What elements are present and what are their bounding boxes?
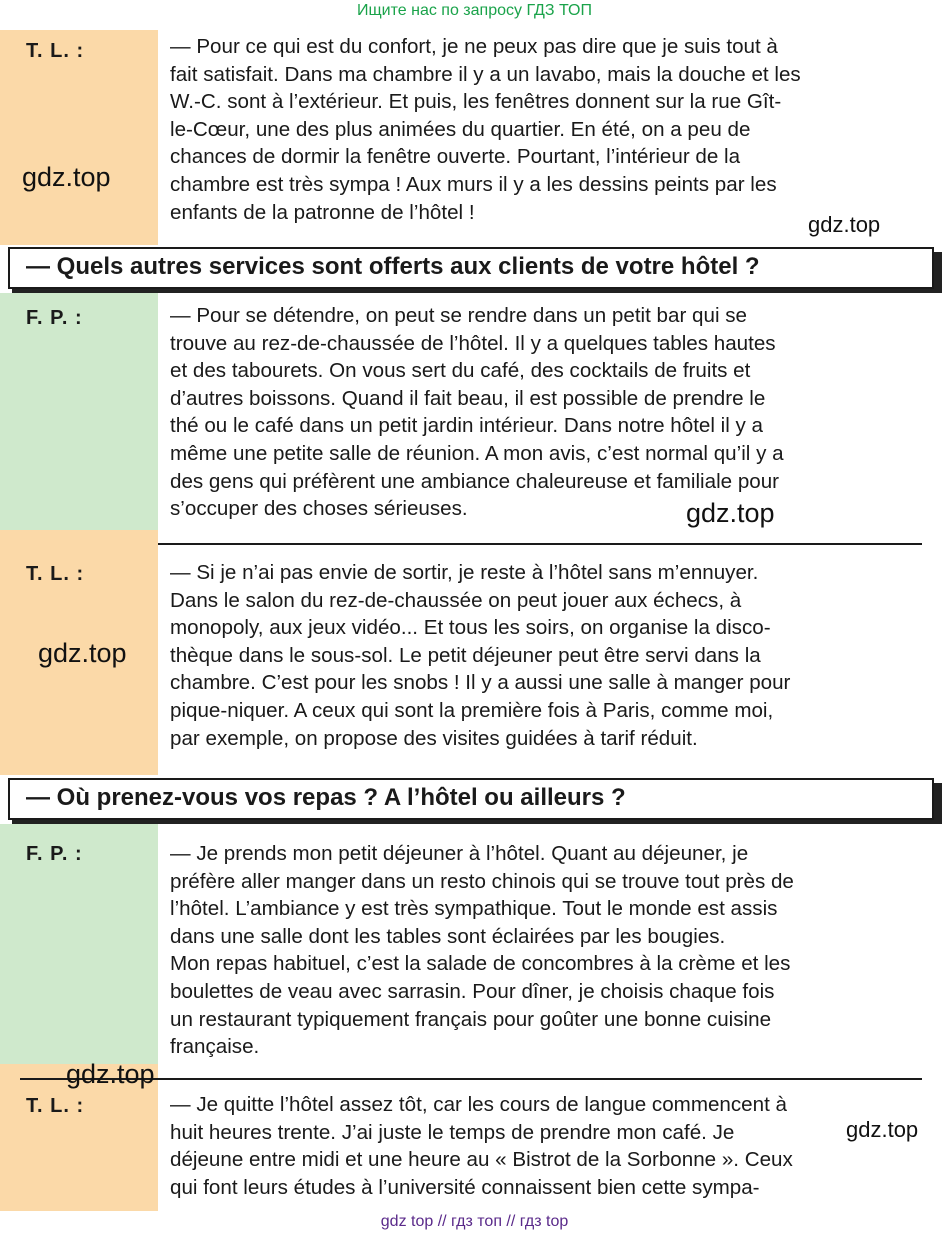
speaker-label: T. L. :	[26, 563, 85, 585]
divider-rule	[20, 1078, 922, 1080]
dialogue-text: — Pour ce qui est du confort, je ne peux pas dire que je suis tout à fait satisfait. Dans ma chambre il y a un lavabo, mais la douche et les W.-C. sont à l’extérieur. Et puis, les fenêtres donnent sur la rue Gît- le-Cœur, une des plus animées du quartier. En été, on a peu de chances de dormir la fenêtre ouverte. Pourtant, l’intérieur de la chambre est très sympa ! Aux murs il y a les dessins peints par les enfants de la patronne de l’hôtel !	[170, 35, 801, 224]
watermark: gdz.top	[846, 1117, 919, 1142]
dialogue-text: — Je quitte l’hôtel assez tôt, car les cours de langue commencent à huit heures trente. J’ai juste le temps de prendre mon café. Je déjeune entre midi et une heure au « Bistrot de la Sorbonne ». Ceux qui font leurs études à l’université connaissent bien cette sympa-	[170, 1093, 793, 1199]
divider-rule	[158, 543, 922, 545]
dialogue-text: — Je prends mon petit déjeuner à l’hôtel. Quant au déjeuner, je préfère aller manger dans un resto chinois qui se trouve tout près de l’hôtel. L’ambiance y est très sympathique. Tout le monde est assis dans une salle dont les tables sont éclairées par les bougies. Mon repas habituel, c’est la salade de concombres à la crème et les boulettes de veau avec sarrasin. Pour dîner, je choisis chaque fois un restaurant typiquement français pour goûter une bonne cuisine française.	[170, 842, 794, 1059]
footer-note: gdz top // гдз топ // гдз top	[380, 1213, 569, 1230]
watermark: gdz.top	[66, 1059, 155, 1089]
header-note: Ищите нас по запросу ГДЗ ТОП	[357, 2, 592, 19]
watermark: gdz.top	[686, 498, 775, 528]
watermark: gdz.top	[808, 212, 881, 237]
watermark: gdz.top	[22, 162, 111, 192]
speaker-label: F. P. :	[26, 307, 83, 329]
question-heading: — Quels autres services sont offerts aux clients de votre hôtel ?	[8, 247, 934, 289]
dialogue-text: — Pour se détendre, on peut se rendre dans un petit bar qui se trouve au rez-de-chaussée de l’hôtel. Il y a quelques tables hautes et des tabourets. On vous sert du café, des cocktails de fruits et d’autres boissons. Quand il fait beau, il est possible de prendre le thé ou le café dans un petit jardin intérieur. Dans notre hôtel il y a même une petite salle de réunion. A mon avis, c’est normal qu’il y a des gens qui préfèrent une ambiance chaleureuse et familiale pour s’occuper des choses sérieuses.	[170, 304, 784, 521]
speaker-label: F. P. :	[26, 843, 83, 865]
speaker-label: T. L. :	[26, 40, 85, 62]
speaker-label: T. L. :	[26, 1095, 85, 1117]
watermark: gdz.top	[38, 638, 127, 668]
question-heading: — Où prenez-vous vos repas ? A l’hôtel ou ailleurs ?	[8, 778, 934, 820]
dialogue-text: — Si je n’ai pas envie de sortir, je reste à l’hôtel sans m’ennuyer. Dans le salon du rez-de-chaussée on peut jouer aux échecs, à monopoly, aux jeux vidéo... Et tous les soirs, on organise la disco- thèque dans le sous-sol. Le petit déjeuner peut être servi dans la chambre. C’est pour les snobs ! Il y a aussi une salle à manger pour pique-niquer. A ceux qui sont la première fois à Paris, comme moi, par exemple, on propose des visites guidées à tarif réduit.	[170, 561, 791, 750]
